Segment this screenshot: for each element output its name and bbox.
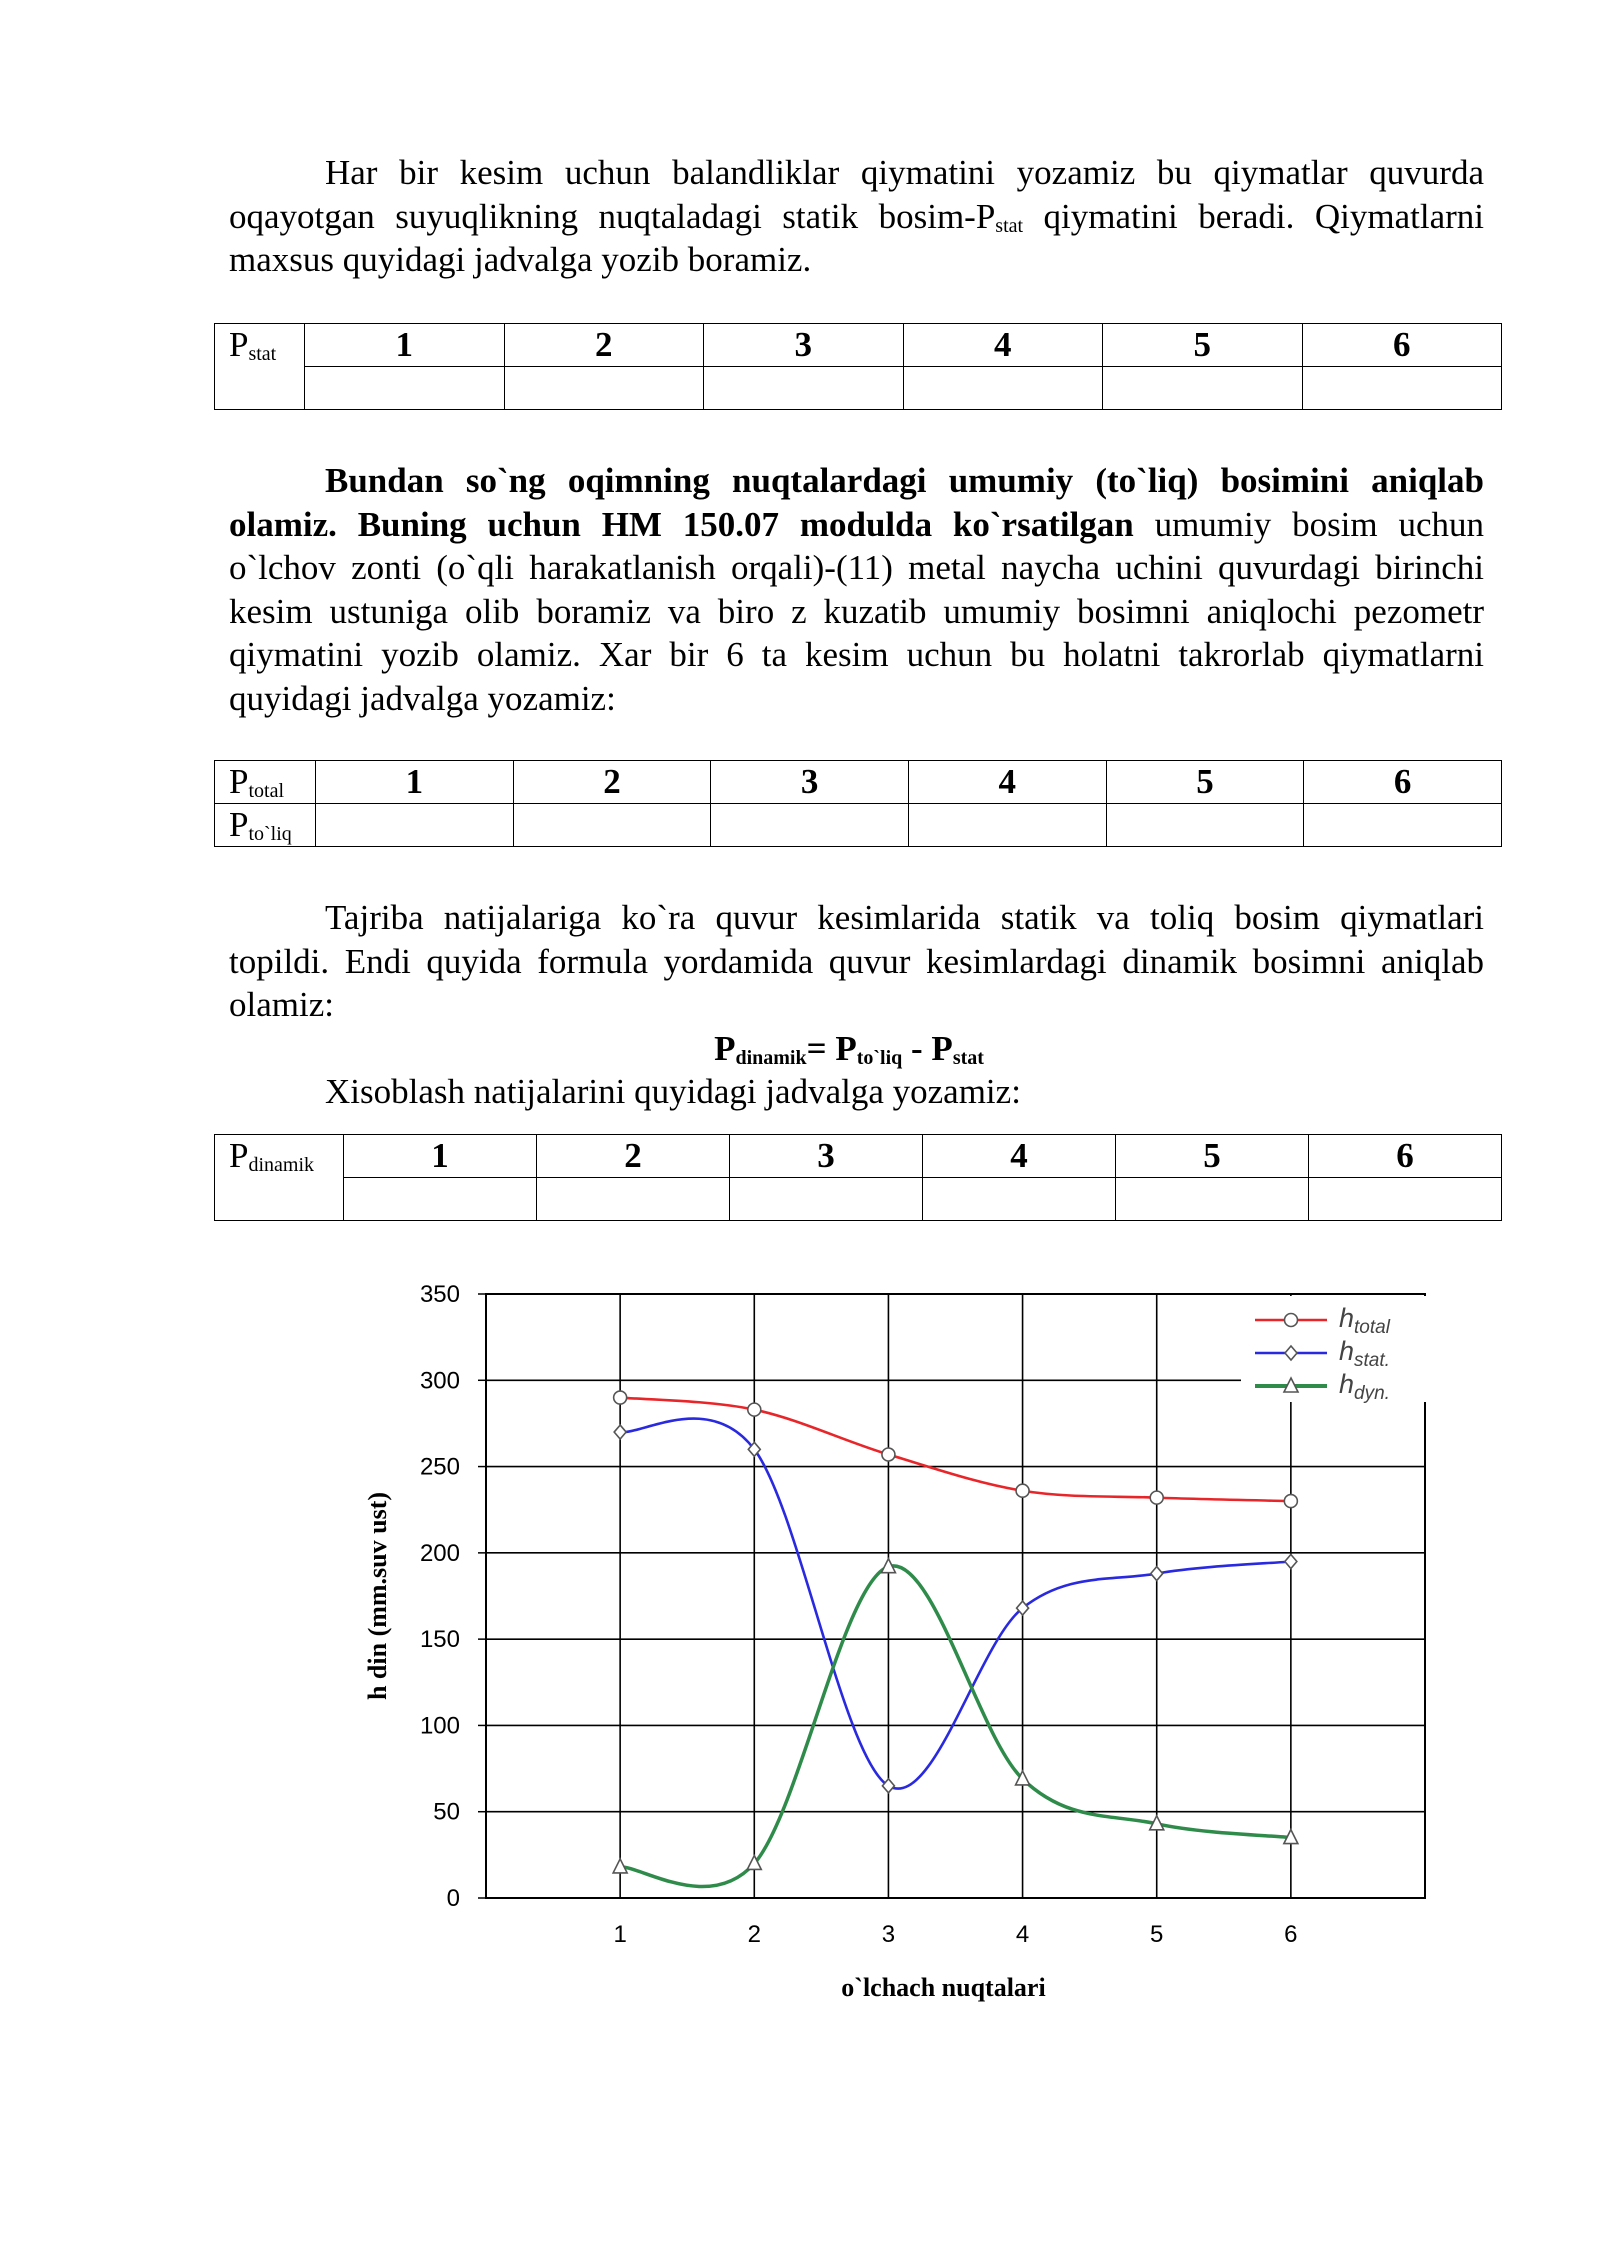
table-header-cell: 2 bbox=[513, 761, 711, 804]
x-tick-label: 3 bbox=[881, 1921, 896, 1948]
table-empty-cell bbox=[504, 367, 704, 410]
paragraph-text: umumiy bosim uchun o`lchov zonti (o`qli harakatlanish orqali)-(11) metal naycha uchini quvurdagi birinchi kesim ustuniga olib boramiz va biro z kuzatib umumiy bosimni aniqlochi pezometr qiymatini yozib olamiz. Xar bir 6 ta kesim uchun bu holatni takrorlab qiymatlarni quyidagi jadvalga yozamiz: bbox=[229, 504, 1484, 718]
table-empty-cell bbox=[1103, 367, 1303, 410]
paragraph-bold-text: Bundan so`ng oqimning nuqtalardagi umumiy (to`liq) bosimini aniqlab olamiz. Buning uchun HM 150.07 modulda ko`rsatilgan bbox=[229, 461, 1484, 544]
table-header-cell: 6 bbox=[1302, 324, 1502, 367]
data-point-stat bbox=[1285, 1554, 1297, 1568]
paragraph-write-results bbox=[229, 1070, 1484, 1114]
table-header-cell: 3 bbox=[730, 1135, 923, 1178]
table-header-cell: 1 bbox=[316, 761, 514, 804]
y-axis-label: h din (mm.suv ust) bbox=[363, 1491, 392, 1701]
paragraph-static-pressure bbox=[229, 151, 1484, 282]
table-header-row bbox=[215, 761, 1502, 804]
x-tick-label: 5 bbox=[1150, 1921, 1164, 1948]
paragraph-text: qiymatini beradi. Qiymatlarni maxsus quyidagi jadvalga yozib boramiz. bbox=[229, 196, 1484, 279]
table-empty-cell bbox=[730, 1178, 923, 1221]
table-header-cell: 3 bbox=[704, 324, 904, 367]
table-row-label: $P_{total}$ bbox=[215, 761, 316, 804]
data-point-total bbox=[1150, 1491, 1163, 1504]
table-empty-cell bbox=[1309, 1178, 1502, 1221]
x-tick-label: 2 bbox=[747, 1921, 761, 1948]
table-header-cell: 5 bbox=[1103, 324, 1303, 367]
paragraph-text: Tajriba natijalariga ko`ra quvur kesimlarida statik va toliq bosim qiymatlari topildi. Endi quyida formula yordamida quvur kesimlardagi dinamik bosimni aniqlab olamiz: bbox=[229, 898, 1484, 1024]
paragraph-text: Har bir kesim uchun balandliklar qiymatini yozamiz bu qiymatlar quvurda oqayotgan suyuqlikning nuqtaladagi statik bosim-P bbox=[229, 153, 1484, 236]
y-tick-label: 350 bbox=[419, 1281, 460, 1308]
series-line-total bbox=[620, 1398, 1291, 1502]
table-row-label: $P_{dinamik}$ bbox=[215, 1135, 344, 1221]
table-empty-cell bbox=[1302, 367, 1502, 410]
table-empty-cell bbox=[344, 1178, 537, 1221]
table-header-cell: 2 bbox=[504, 324, 704, 367]
table-header-row bbox=[215, 1135, 1502, 1178]
table-header-row bbox=[215, 324, 1502, 367]
data-point-total bbox=[1284, 1495, 1297, 1508]
table-empty-cell bbox=[711, 804, 909, 847]
table-empty-cell bbox=[1106, 804, 1304, 847]
y-tick-label: 300 bbox=[419, 1367, 460, 1395]
formula: $P_{dinamik}= P_{to`liq} - P_{stat}$ bbox=[714, 1029, 984, 1069]
x-tick-label: 6 bbox=[1284, 1921, 1298, 1948]
table-empty-cell bbox=[305, 367, 505, 410]
y-tick-label: 50 bbox=[433, 1798, 460, 1826]
pressure-line-chart bbox=[350, 1272, 1430, 2012]
table-header-cell: 1 bbox=[344, 1135, 537, 1178]
table-value-row bbox=[215, 804, 1502, 847]
table-empty-cell bbox=[908, 804, 1106, 847]
data-point-total bbox=[748, 1403, 761, 1416]
legend-label: $h_{total}$ bbox=[1339, 1303, 1390, 1338]
y-tick-label: 200 bbox=[419, 1539, 460, 1567]
table-header-cell: 6 bbox=[1304, 761, 1502, 804]
table-dynamic-pressure bbox=[214, 1134, 1502, 1221]
table-value-row bbox=[215, 367, 1502, 410]
x-tick-label: 4 bbox=[1015, 1921, 1030, 1948]
y-tick-label: 100 bbox=[419, 1712, 460, 1740]
x-tick-label: 1 bbox=[613, 1921, 627, 1948]
table-empty-cell bbox=[1304, 804, 1502, 847]
table-header-cell: 5 bbox=[1106, 761, 1304, 804]
table-header-cell: 5 bbox=[1116, 1135, 1309, 1178]
table-header-cell: 4 bbox=[903, 324, 1103, 367]
table-empty-cell bbox=[537, 1178, 730, 1221]
data-point-total bbox=[1016, 1484, 1029, 1497]
table-empty-cell bbox=[1116, 1178, 1309, 1221]
data-point-stat bbox=[1151, 1567, 1163, 1581]
table-header-cell: 3 bbox=[711, 761, 909, 804]
table-header-cell: 1 bbox=[305, 324, 505, 367]
paragraph-total-pressure bbox=[229, 459, 1484, 720]
table-empty-cell bbox=[923, 1178, 1116, 1221]
legend-label: $h_{dyn.}$ bbox=[1339, 1369, 1390, 1404]
legend-marker bbox=[1285, 1314, 1298, 1327]
table-empty-cell bbox=[316, 804, 514, 847]
x-axis-label: o`lchach nuqtalari bbox=[841, 1973, 1046, 2002]
y-tick-label: 150 bbox=[419, 1626, 460, 1654]
table-header-cell: 2 bbox=[537, 1135, 730, 1178]
table-row-label: $P_{stat}$ bbox=[215, 324, 305, 410]
table-row-label: $P_{to`liq}$ bbox=[215, 804, 316, 847]
y-tick-label: 250 bbox=[419, 1453, 460, 1481]
paragraph-text: Xisoblash natijalarini quyidagi jadvalga yozamiz: bbox=[325, 1072, 1021, 1111]
table-header-cell: 4 bbox=[908, 761, 1106, 804]
table-empty-cell bbox=[903, 367, 1103, 410]
data-point-total bbox=[614, 1391, 627, 1404]
table-static-pressure bbox=[214, 323, 1502, 410]
paragraph-dynamic-intro bbox=[229, 896, 1484, 1027]
table-value-row bbox=[215, 1178, 1502, 1221]
table-empty-cell bbox=[513, 804, 711, 847]
legend-label: $h_{stat.}$ bbox=[1339, 1336, 1390, 1371]
data-point-total bbox=[882, 1448, 895, 1461]
y-tick-label: 0 bbox=[446, 1885, 460, 1912]
table-total-pressure bbox=[214, 760, 1502, 847]
table-header-cell: 4 bbox=[923, 1135, 1116, 1178]
table-empty-cell bbox=[704, 367, 904, 410]
subscript: stat bbox=[995, 214, 1024, 237]
table-header-cell: 6 bbox=[1309, 1135, 1502, 1178]
data-point-stat bbox=[614, 1425, 626, 1439]
